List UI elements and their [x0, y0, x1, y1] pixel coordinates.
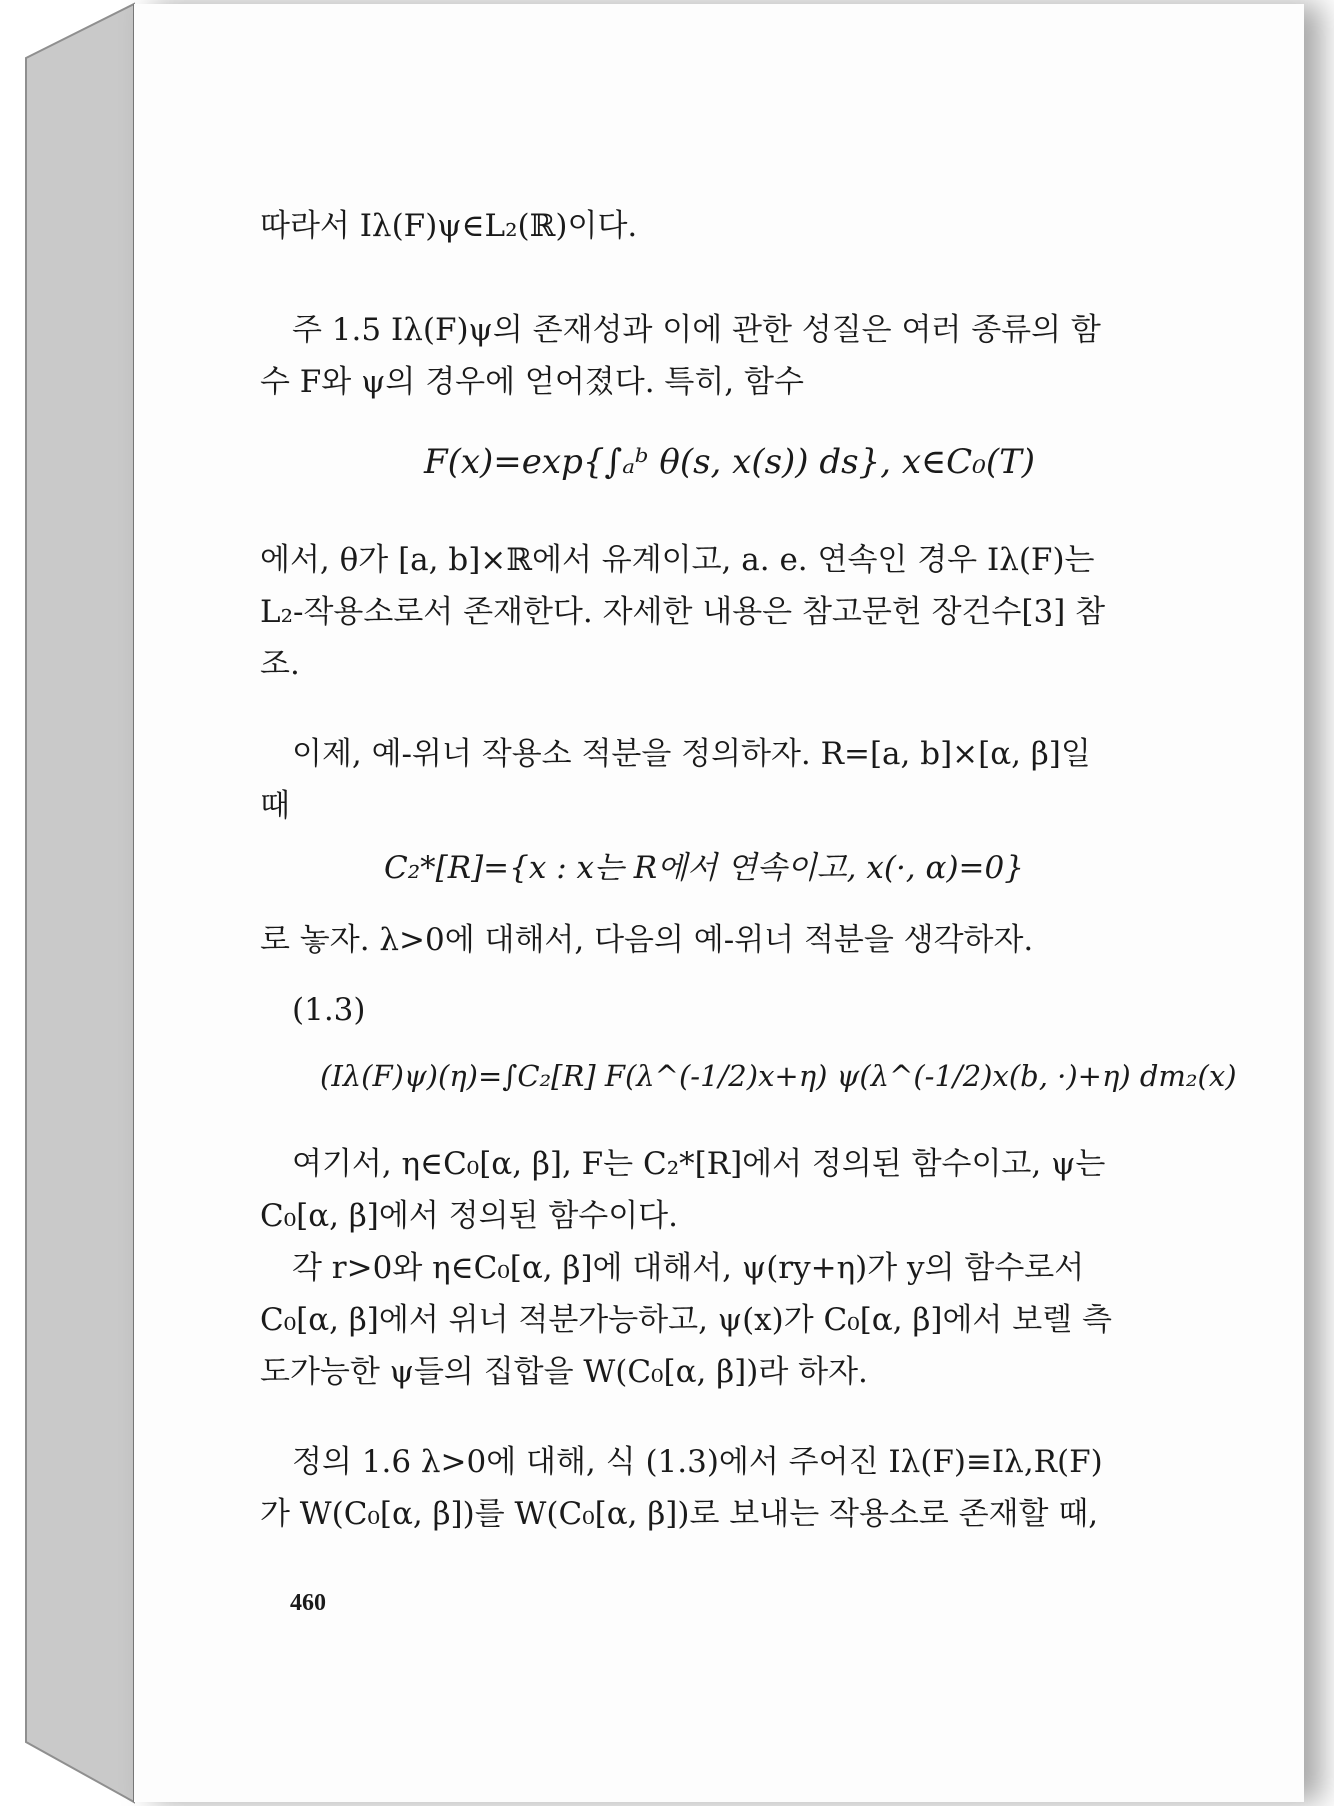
- text-line: 때: [260, 788, 290, 824]
- text-line: 가 W(C₀[α, β])를 W(C₀[α, β])로 보내는 작용소로 존재할 때,: [260, 1496, 1099, 1532]
- text-line: 조.: [260, 646, 300, 682]
- equation-exp: F(x)=exp{∫ₐᵇ θ(s, x(s)) ds}, x∈C₀(T): [424, 442, 1036, 482]
- equation-1-3: (Iλ(F)ψ)(η)=∫C₂[R] F(λ^(-1/2)x+η) ψ(λ^(-1/2)x(b, ·)+η) dm₂(x): [320, 1059, 1237, 1093]
- book-page: [134, 4, 1304, 1802]
- definition-1-6-line: 정의 1.6 λ>0에 대해, 식 (1.3)에서 주어진 Iλ(F)≡Iλ,R(F): [292, 1444, 1103, 1480]
- text-line: 에서, θ가 [a, b]×ℝ에서 유계이고, a. e. 연속인 경우 Iλ(F)는: [260, 542, 1095, 578]
- text-line: 따라서 Iλ(F)ψ∈L₂(ℝ)이다.: [260, 208, 638, 244]
- text-line: C₀[α, β]에서 정의된 함수이다.: [260, 1198, 678, 1234]
- text-line: 각 r>0와 η∈C₀[α, β]에 대해서, ψ(ry+η)가 y의 함수로서: [292, 1250, 1085, 1286]
- text-line: 이제, 예-위너 작용소 적분을 정의하자. R=[a, b]×[α, β]일: [292, 736, 1091, 772]
- equation-label: (1.3): [292, 992, 366, 1028]
- remark-1-5-line: 주 1.5 Iλ(F)ψ의 존재성과 이에 관한 성질은 여러 종류의 함: [292, 312, 1101, 348]
- text-line: L₂-작용소로서 존재한다. 자세한 내용은 참고문헌 장건수[3] 참: [260, 594, 1106, 630]
- text-line: 로 놓자. λ>0에 대해서, 다음의 예-위너 적분을 생각하자.: [260, 922, 1034, 958]
- text-line: C₀[α, β]에서 위너 적분가능하고, ψ(x)가 C₀[α, β]에서 보렐 측: [260, 1302, 1112, 1338]
- text-line: 여기서, η∈C₀[α, β], F는 C₂*[R]에서 정의된 함수이고, ψ는: [292, 1146, 1106, 1182]
- page-number: 460: [290, 1590, 326, 1616]
- text-line: 도가능한 ψ들의 집합을 W(C₀[α, β])라 하자.: [260, 1354, 868, 1390]
- equation-c2-star: C₂*[R]={x : x는 R에서 연속이고, x(·, α)=0}: [384, 850, 1024, 886]
- text-line: 수 F와 ψ의 경우에 얻어졌다. 특히, 함수: [260, 364, 804, 400]
